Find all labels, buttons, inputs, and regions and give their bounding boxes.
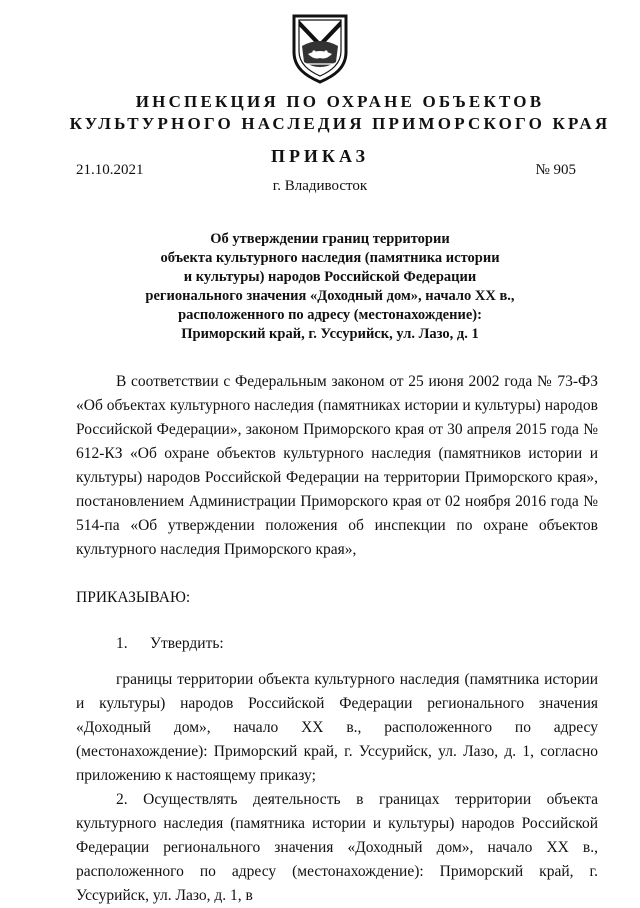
document-date: 21.10.2021 bbox=[76, 162, 144, 178]
document-city: г. Владивосток bbox=[272, 178, 368, 194]
title-line: Приморский край, г. Уссурийск, ул. Лазо, д. 1 bbox=[181, 326, 479, 342]
document-number: № 905 bbox=[535, 162, 576, 178]
item-1-heading bbox=[76, 632, 598, 656]
item-2-text: 2. Осуществлять деятельность в границах территории объекта культурного наследия (памятника истории и культуры) народов Российской Федерации регионального значения «Доходный дом», начало XX в., расположенного по адресу (местонахождение): Приморский край, г. Уссурийск, ул. Лазо, д. 1, в bbox=[76, 791, 598, 904]
item-1-number: 1. bbox=[116, 635, 128, 652]
order-word: ПРИКАЗЫВАЮ: bbox=[76, 589, 191, 606]
title-line: расположенного по адресу (местонахождение): bbox=[178, 307, 482, 323]
title-line: объекта культурного наследия (памятника истории bbox=[160, 250, 500, 266]
document-type: ПРИКАЗ bbox=[270, 146, 370, 166]
item-1-label: Утвердить: bbox=[150, 635, 224, 652]
coat-of-arms-icon bbox=[288, 12, 352, 84]
item-1-text: границы территории объекта культурного наследия (памятника истории и культуры) народов Российской Федерации регионального значения «Доходный дом», начало XX в., расположенного по адресу (местонахождение): Приморский край, г. Уссурийск, ул. Лазо, д. 1, согласно приложению к настоящему приказу; bbox=[76, 671, 598, 784]
title-line: Об утверждении границ территории bbox=[210, 231, 450, 247]
agency-name-line2: КУЛЬТУРНОГО НАСЛЕДИЯ ПРИМОРСКОГО КРАЯ bbox=[69, 114, 611, 133]
title-line: и культуры) народов Российской Федерации bbox=[183, 269, 477, 285]
title-line: регионального значения «Доходный дом», начало XX в., bbox=[145, 288, 515, 304]
document-body bbox=[76, 370, 598, 908]
document-title bbox=[120, 230, 540, 344]
agency-name-line1: ИНСПЕКЦИЯ ПО ОХРАНЕ ОБЪЕКТОВ bbox=[135, 92, 545, 111]
preamble-paragraph: В соответствии с Федеральным законом от 25 июня 2002 года № 73-ФЗ «Об объектах культурного наследия (памятниках истории и культуры) народов Российской Федерации», законом Приморского края от 30 апреля 2015 года № 612-КЗ «Об охране объектов культурного наследия (памятников истории и культуры) народов Российской Федерации на территории Приморского края», постановлением Администрации Приморского края от 02 ноября 2016 года № 514-па «Об утверждении положения об инспекции по охране объектов культурного наследия Приморского края», bbox=[76, 373, 598, 558]
